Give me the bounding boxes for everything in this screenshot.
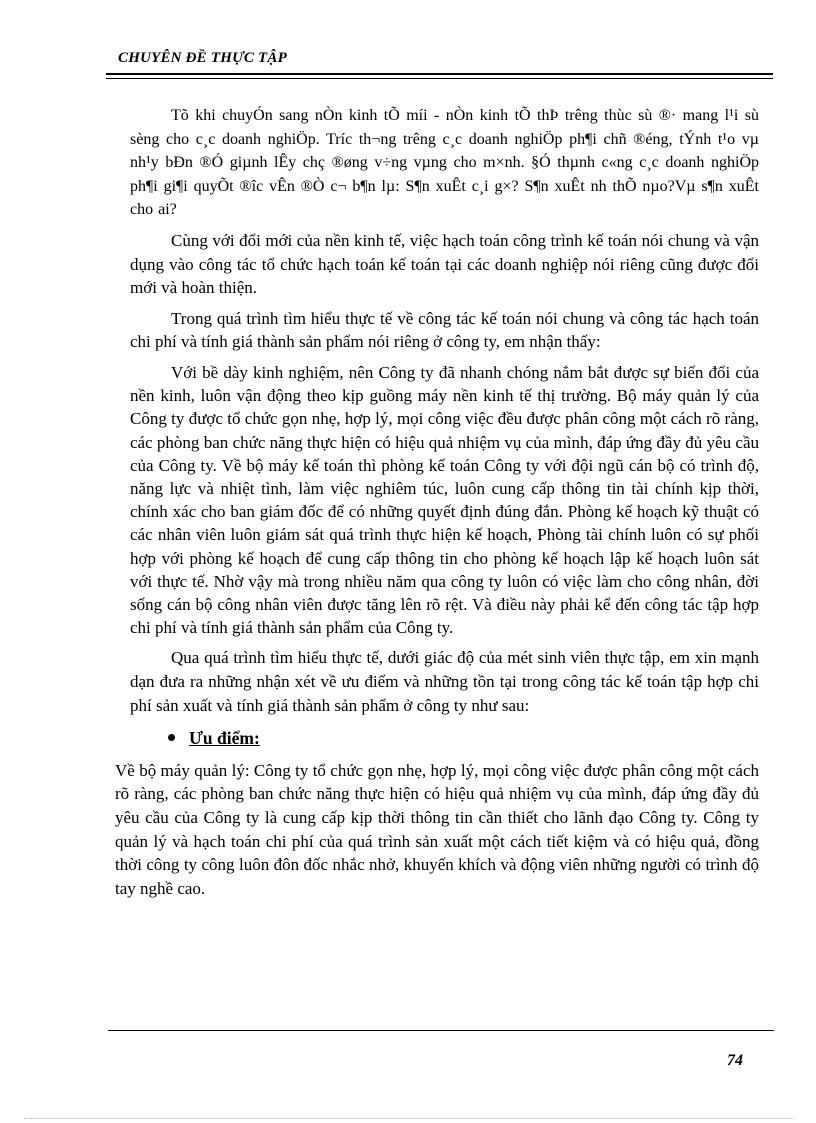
- paragraph-6: Về bộ máy quản lý: Công ty tổ chức gọn nhẹ, hợp lý, mọi công việc được phân công một cách rõ ràng, các phòng ban chức năng thực hiện có hiệu quả nhiệm vụ của mình, đáp ứng đầy đủ yêu cầu của Công ty là cung cấp kịp thời thông tin cần thiết cho lãnh đạo Công ty. Công ty quản lý và hạch toán chi phí của quá trình sản xuất một cách tiết kiệm và có hiệu quả, đồng thời công ty công luôn đôn đốc nhắc nhở, khuyến khích và động viên những người có trình độ tay nghề cao.: [115, 760, 759, 898]
- document-body: [115, 104, 759, 907]
- paragraph-2: Cùng với đổi mới của nền kinh tế, việc hạch toán công trình kế toán nói chung và vận dụng vào công tác tổ chức hạch toán kế toán tại các doanh nghiệp nói riêng cũng được đổi mới và hoàn thiện.: [130, 230, 759, 298]
- header-title: CHUYÊN ĐỀ THỰC TẬP: [118, 50, 287, 66]
- bullet-heading: [168, 727, 759, 751]
- footer-rule: [108, 1030, 774, 1031]
- page-edge-dotted-line: [24, 1118, 794, 1119]
- bullet-heading-label: Ưu điểm:: [189, 728, 260, 749]
- header-rule-thin: [106, 78, 773, 79]
- bullet-dot-icon: [168, 734, 175, 741]
- paragraph-3: Trong quá trình tìm hiểu thực tế về công tác kế toán nói chung và công tác hạch toán chi phí và tính giá thành sản phẩm nói riêng ở công ty, em nhận thấy:: [130, 308, 759, 352]
- paragraph-4: Với bề dày kinh nghiệm, nên Công ty đã nhanh chóng nắm bắt được sự biến đổi của nền kinh, luôn vận động theo kịp guồng máy nền kinh tế thị trường. Bộ máy quản lý của Công ty được tổ chức gọn nhẹ, hợp lý, mọi công việc đều được phân công một cách rõ ràng, các phòng ban chức năng thực hiện có hiệu quả nhiệm vụ của mình, đáp ứng đầy đủ yêu cầu của Công ty. Về bộ máy kế toán thì phòng kế toán Công ty với đội ngũ cán bộ có trình độ, năng lực và nhiệt tình, làm việc nghiêm túc, luôn cung cấp thông tin tài chính kịp thời, chính xác cho ban giám đốc để có những quyết định đúng đắn. Phòng kế hoạch kỹ thuật có các nhân viên luôn giám sát quá trình thực hiện kế hoạch, Phòng tài chính luôn có sự phối hợp với phòng kế hoạch để cung cấp thông tin cho phòng kế hoạch lập kế hoạch luôn sát với thực tế. Nhờ vậy mà trong nhiều năm qua công ty luôn có việc làm cho công nhân, đời sống cán bộ công nhân viên được tăng lên rõ rệt. Và điều này phải kể đến công tác tập hợp chi phí và tính giá thành sản phẩm của Công ty.: [130, 362, 759, 638]
- header-rule: [106, 73, 773, 75]
- page-number: 74: [727, 1052, 743, 1069]
- paragraph-1: Tõ khi chuyÓn sang nÒn kinh tÕ míi - nÒn kinh tÕ thÞ trêng thùc sù ®· mang l¹i sù sèng cho c¸c doanh nghiÖp. Tríc th¬ng trêng c¸c doanh nghiÖp ph¶i chñ ®éng, tÝnh t¹o vµ nh¹y bÐn ®Ó giµnh lÊy chç ®øng v÷ng vµng cho m×nh. §Ó thµnh c«ng c¸c doanh nghiÖp ph¶i gi¶i quyÕt ®îc vÊn ®Ò c¬ b¶n lµ: S¶n xuÊt c¸i g×? S¶n xuÊt nh thÕ nµo?Vµ s¶n xuÊt cho ai?: [130, 107, 759, 219]
- paragraph-5: Qua quá trình tìm hiểu thực tế, dưới giác độ của mét sinh viên thực tập, em xin mạnh dạn đưa ra những nhận xét về ưu điểm và những tồn tại trong công tác kế toán tập hợp chi phí sản xuất và tính giá thành sản phẩm ở công ty như sau:: [130, 648, 759, 715]
